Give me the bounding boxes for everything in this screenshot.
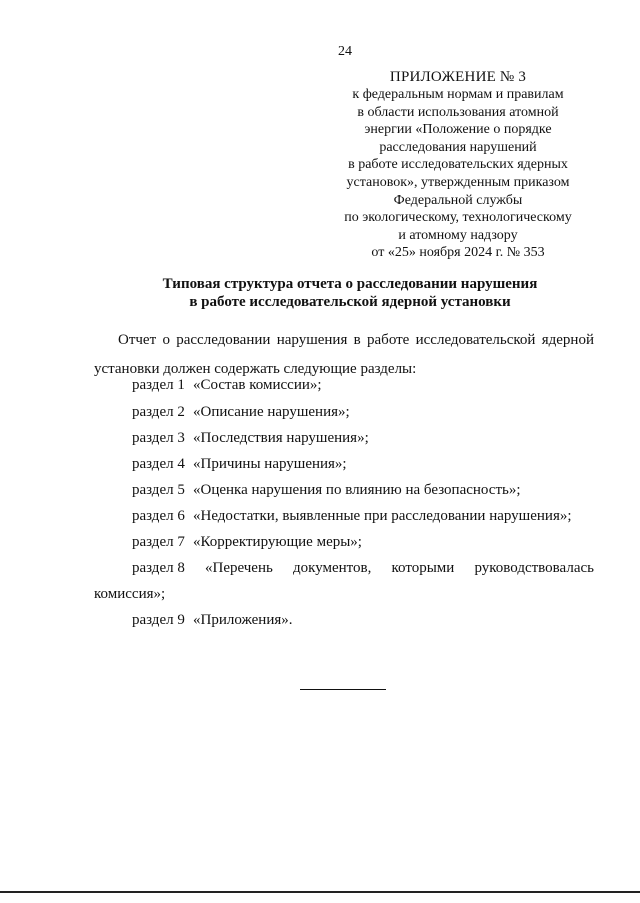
section-title: «Приложения».: [193, 612, 293, 628]
section-number: раздел 9: [132, 612, 185, 628]
section-item-6: [132, 508, 572, 525]
section-number: раздел 1: [132, 377, 185, 393]
appendix-line: к федеральным нормам и правилам: [352, 87, 564, 102]
section-item-1: [132, 377, 322, 394]
section-8-word: документов,: [292, 560, 372, 576]
section-title: «Оценка нарушения по влиянию на безопасность»;: [193, 482, 521, 498]
appendix-line: расследования нарушений: [379, 139, 537, 155]
section-number: раздел 8: [132, 560, 185, 576]
section-number: раздел 2: [132, 404, 185, 420]
section-title: «Последствия нарушения»;: [193, 430, 369, 446]
appendix-header: [330, 68, 586, 262]
section-item-7: [132, 534, 362, 551]
section-title: «Недостатки, выявленные при расследовании нарушения»;: [193, 508, 572, 524]
section-8-word: «Перечень: [204, 560, 273, 576]
section-8-continuation: комиссия»;: [94, 586, 166, 602]
section-number: раздел 7: [132, 534, 185, 550]
section-item-5: [132, 482, 521, 499]
section-title: «Причины нарушения»;: [193, 456, 347, 472]
scan-edge-line: [0, 891, 640, 893]
section-8-first-line: [132, 560, 594, 577]
section-number: раздел 4: [132, 456, 185, 472]
section-item-3: [132, 430, 369, 447]
title-line-1: Типовая структура отчета о расследовании нарушения: [162, 276, 538, 292]
section-number: раздел 3: [132, 430, 185, 446]
appendix-line: в области использования атомной: [357, 104, 559, 120]
appendix-line: Федеральной службы: [393, 192, 523, 208]
document-title: [0, 275, 640, 311]
section-number: раздел 5: [132, 482, 185, 498]
page-number: 24: [338, 44, 352, 59]
section-item-9: [132, 612, 293, 629]
end-divider: [300, 689, 386, 690]
section-8-word: которыми: [391, 560, 455, 576]
appendix-line: в работе исследовательских ядерных: [348, 157, 568, 173]
title-line-2: в работе исследовательской ядерной установки: [189, 294, 511, 310]
appendix-line: установок», утвержденным приказом: [346, 174, 570, 190]
section-title: «Состав комиссии»;: [193, 377, 322, 393]
appendix-line: по экологическому, технологическому: [344, 210, 572, 226]
section-8-word: руководствовалась: [474, 560, 594, 576]
appendix-line: и атомному надзору: [398, 227, 518, 243]
appendix-line: энергии «Положение о порядке: [364, 122, 552, 138]
appendix-line: от «25» ноября 2024 г. № 353: [371, 245, 545, 261]
section-number: раздел 6: [132, 508, 185, 524]
appendix-heading: ПРИЛОЖЕНИЕ № 3: [389, 69, 527, 85]
section-item-2: [132, 404, 350, 421]
section-title: «Корректирующие меры»;: [193, 534, 362, 550]
intro-paragraph: Отчет о расследовании нарушения в работе исследовательской ядерной установки должен содержать следующие разделы:: [94, 332, 594, 377]
section-item-4: [132, 456, 347, 473]
section-title: «Описание нарушения»;: [193, 404, 350, 420]
